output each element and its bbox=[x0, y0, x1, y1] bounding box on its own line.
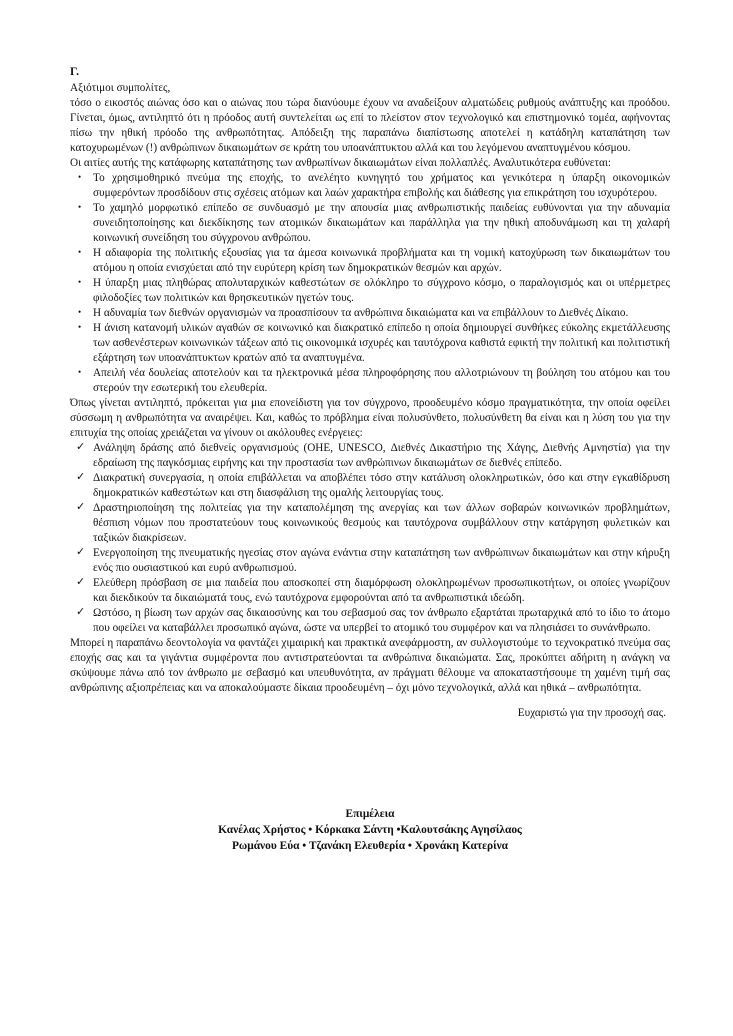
list-item-text: Ελεύθερη πρόσβαση σε μια παιδεία που αποσκοπεί στη διαμόρφωση ολοκληρωμένων προσωπικοτήτων, οι οποίες γνωρίζουν και διεκδικούν τα δικαιώματά τους, ενώ ταυτόχρονα εμφορούνται από τα ανθρωπιστικά ιδεώδη. bbox=[93, 576, 670, 604]
checkmark-icon: ✓ bbox=[76, 575, 86, 589]
signature-names-line-2: Ρωμάνου Εύα • Τζανάκη Ελευθερία • Χρονάκη Κατερίνα bbox=[231, 840, 509, 853]
bullet-dot-icon: • bbox=[78, 276, 82, 287]
list-item-text: Το χαμηλό μορφωτικό επίπεδο σε συνδυασμό με την απουσία μιας ανθρωπιστικής παιδείας ευθύνονται για την αδυναμία συνειδητοποίησης και διεκδίκησης των ατομικών δικαιωμάτων και παράλληλα για την ηθική αποδυνάμωση και τη χαλαρή κοινωνική συνείδηση του σύγχρονου ανθρώπου. bbox=[93, 201, 670, 244]
causes-lead-paragraph: Οι αιτίες αυτής της κατάφωρης καταπάτησης των ανθρωπίνων δικαιωμάτων είναι πολλαπλές. Αναλυτικότερα ευθύνεται: bbox=[70, 156, 611, 169]
list-item bbox=[70, 366, 670, 396]
list-item bbox=[70, 246, 670, 276]
checkmark-icon: ✓ bbox=[76, 605, 86, 619]
causes-list bbox=[70, 171, 670, 396]
list-item-text: Η αδιαφορία της πολιτικής εξουσίας για τα άμεσα κοινωνικά προβλήματα και τη νομική κατοχύρωση των δικαιωμάτων του ατόμου η οποία ενισχύεται από την ευρύτερη κρίση των δημοκρατικών θεσμών και αρχών. bbox=[93, 246, 670, 274]
bullet-dot-icon: • bbox=[78, 201, 82, 212]
intro-paragraph: τόσο ο εικοστός αιώνας όσο και ο αιώνας που τώρα διανύουμε έχουν να αναδείξουν αλματώδεις ρυθμούς ανάπτυξης και προόδου. Γίνεται, όμως, αντιληπτό ότι η πρόοδος αυτή συντελείται ως επί το πλείστον στον τεχνολογικό και επιστημονικό τομέα, αφήνοντας πίσω την ηθική πρόοδο της ανθρωπότητας. Απόδειξη της παραπάνω διαπίστωσης αποτελεί η κατάδηλη καταπάτηση των κατοχυρωμένων (!) ανθρώπινων δικαιωμάτων σε κράτη του υποανάπτυκτου αλλά και του λεγόμενου αναπτυγμένου κόσμου. bbox=[70, 96, 670, 154]
list-item bbox=[70, 576, 670, 606]
list-item bbox=[70, 321, 670, 366]
list-item bbox=[70, 201, 670, 246]
list-item-text: Ωστόσο, η βίωση των αρχών σας δικαιοσύνης και του σεβασμού σας τον άνθρωπο εξαρτάται πρωταρχικά από το ίδιο το άτομο που οφείλει να καταβάλλει προσωπικό αγώνα, ώστε να υπερβεί το ατομικό του συμφέρον και να πλησιάσει το συνάνθρωπο. bbox=[93, 606, 670, 634]
list-item-text: Ανάληψη δράσης από διεθνείς οργανισμούς (ΟΗΕ, UNESCO, Διεθνές Δικαστήριο της Χάγης, Διεθνής Αμνηστία) για την εδραίωση της παγκόσμιας ειρήνης και την προστασία των ανθρώπινων δικαιωμάτων σε διεθνές επίπεδο. bbox=[93, 441, 670, 469]
thanks-line: Ευχαριστώ για την προσοχή σας. bbox=[517, 706, 666, 719]
list-item-text: Δραστηριοποίηση της πολιτείας για την καταπολέμηση της ανεργίας και των άλλων σοβαρών κοινωνικών προβλημάτων, θέσπιση νόμων που προστατεύουν τους κοινωνικούς θεσμούς και ταυτόχρονα συμβάλλουν στην κατάργηση φυλετικών και ταξικών διακρίσεων. bbox=[93, 501, 670, 544]
list-item bbox=[70, 606, 670, 636]
list-item-text: Απειλή νέα δουλείας αποτελούν και τα ηλεκτρονικά μέσα πληροφόρησης που αλλοτριώνουν τη βούληση του ατόμου και του στερούν την εσωτερική του ελευθερία. bbox=[93, 366, 670, 394]
bullet-dot-icon: • bbox=[78, 306, 82, 317]
list-item-text: Η ύπαρξη μιας πληθώρας απολυταρχικών καθεστώτων σε ολόκληρο το σύγχρονο κόσμο, ο παραλογισμός και οι υπέρμετρες φιλοδοξίες των πολιτικών και θρησκευτικών ηγετών τους. bbox=[93, 276, 670, 304]
list-item bbox=[70, 501, 670, 546]
list-item-text: Διακρατική συνεργασία, η οποία επιβάλλεται να αποβλέπει τόσο στην κατάλυση ολοκληρωτικών, όσο και στην εγκαθίδρυση δημοκρατικών καθεστώτων και στη διασφάλιση της ομαλής λειτουργίας τους. bbox=[93, 471, 670, 499]
signature-block bbox=[70, 806, 670, 855]
bullet-dot-icon: • bbox=[78, 171, 82, 182]
checkmark-icon: ✓ bbox=[76, 500, 86, 514]
bullet-dot-icon: • bbox=[78, 321, 82, 332]
list-item bbox=[70, 276, 670, 306]
list-item-text: Το χρησιμοθηρικό πνεύμα της εποχής, το ανελέητο κυνηγητό του χρήματος και γενικότερα η ύπαρξη οικονομικών συμφερόντων προσδίδουν στις σχέσεις ατόμων και λαών χαρακτήρα επιβολής και διάθεσης για επικράτηση του ισχυρότερου. bbox=[93, 171, 670, 199]
bullet-dot-icon: • bbox=[78, 246, 82, 257]
actions-lead-paragraph: Όπως γίνεται αντιληπτό, πρόκειται για μια επονείδιστη για τον σύγχρονο, προοδευμένο κόσμο πραγματικότητα, την οποία οφείλει σύσσωμη η ανθρωπότητα να αναιρέψει. Και, καθώς το πρόβλημα είναι πολυσύνθετο, πολυσύνθετη θα είναι και η λύση του για την επιτυχία της οποίας χρειάζεται να γίνουν οι ακόλουθες ενέργειες: bbox=[70, 396, 670, 439]
closing-paragraph: Μπορεί η παραπάνω δεοντολογία να φαντάζει χιμαιρική και πρακτικά ανεφάρμοστη, αν συλλογιστούμε το τεχνοκρατικό πνεύμα σας εποχής σας και τα γιγάντια συμφέροντα που αντιστρατεύονται τα ανθρώπινα δικαιώματα. Σας, προκύπτει αδήριτη η ανάγκη να σκύψουμε πάνω από τον άνθρωπο με σεβασμό και υπευθυνότητα, αν πράγματι θέλουμε να αποκαταστήσουμε τη χαμένη τιμή σας ανθρώπινης αξιοπρέπειας και να αποκαλούμαστε δίκαια προοδευμένη – όχι μόνο τεχνολογικά, αλλά και ηθικά – ανθρωπότητα. bbox=[70, 636, 670, 694]
list-item bbox=[70, 171, 670, 201]
salutation: Αξιότιμοι συμπολίτες, bbox=[70, 81, 171, 94]
document-body bbox=[70, 64, 670, 721]
list-item bbox=[70, 546, 670, 576]
list-item-text: Η άνιση κατανομή υλικών αγαθών σε κοινωνικό και διακρατικό επίπεδο η οποία δημιουργεί συνθήκες εύκολης εκμετάλλευσης των ασθενέστερων κοινωνικών τάξεων από τις οικονομικά ισχυρές και ταυτόχρονα καθιστά εφικτή την πολιτική και πολιτιστική εξάρτηση των υποανάπτυκτων κρατών από τα αναπτυγμένα. bbox=[93, 321, 670, 364]
list-item-text: Ενεργοποίηση της πνευματικής ηγεσίας στον αγώνα ενάντια στην καταπάτηση των ανθρώπινων δικαιωμάτων και στην κήρυξη ενός πιο ουσιαστικού και ευρύ ανθρωπισμού. bbox=[93, 546, 670, 574]
actions-list bbox=[70, 441, 670, 636]
list-item bbox=[70, 306, 670, 321]
list-item-text: Η αδυναμία των διεθνών οργανισμών να προασπίσουν τα ανθρώπινα δικαιώματα και να επιβάλλουν το Διεθνές Δίκαιο. bbox=[93, 306, 629, 319]
checkmark-icon: ✓ bbox=[76, 470, 86, 484]
checkmark-icon: ✓ bbox=[76, 440, 86, 454]
list-item bbox=[70, 441, 670, 471]
section-heading-letter: Γ. bbox=[70, 65, 80, 78]
list-item bbox=[70, 471, 670, 501]
checkmark-icon: ✓ bbox=[76, 545, 86, 559]
signature-names-line-1: Κανέλας Χρήστος • Κόρκακα Σάντη •Καλουτσάκης Αγησίλαος bbox=[218, 824, 522, 837]
signature-title: Επιμέλεια bbox=[345, 808, 395, 820]
bullet-dot-icon: • bbox=[78, 366, 82, 377]
